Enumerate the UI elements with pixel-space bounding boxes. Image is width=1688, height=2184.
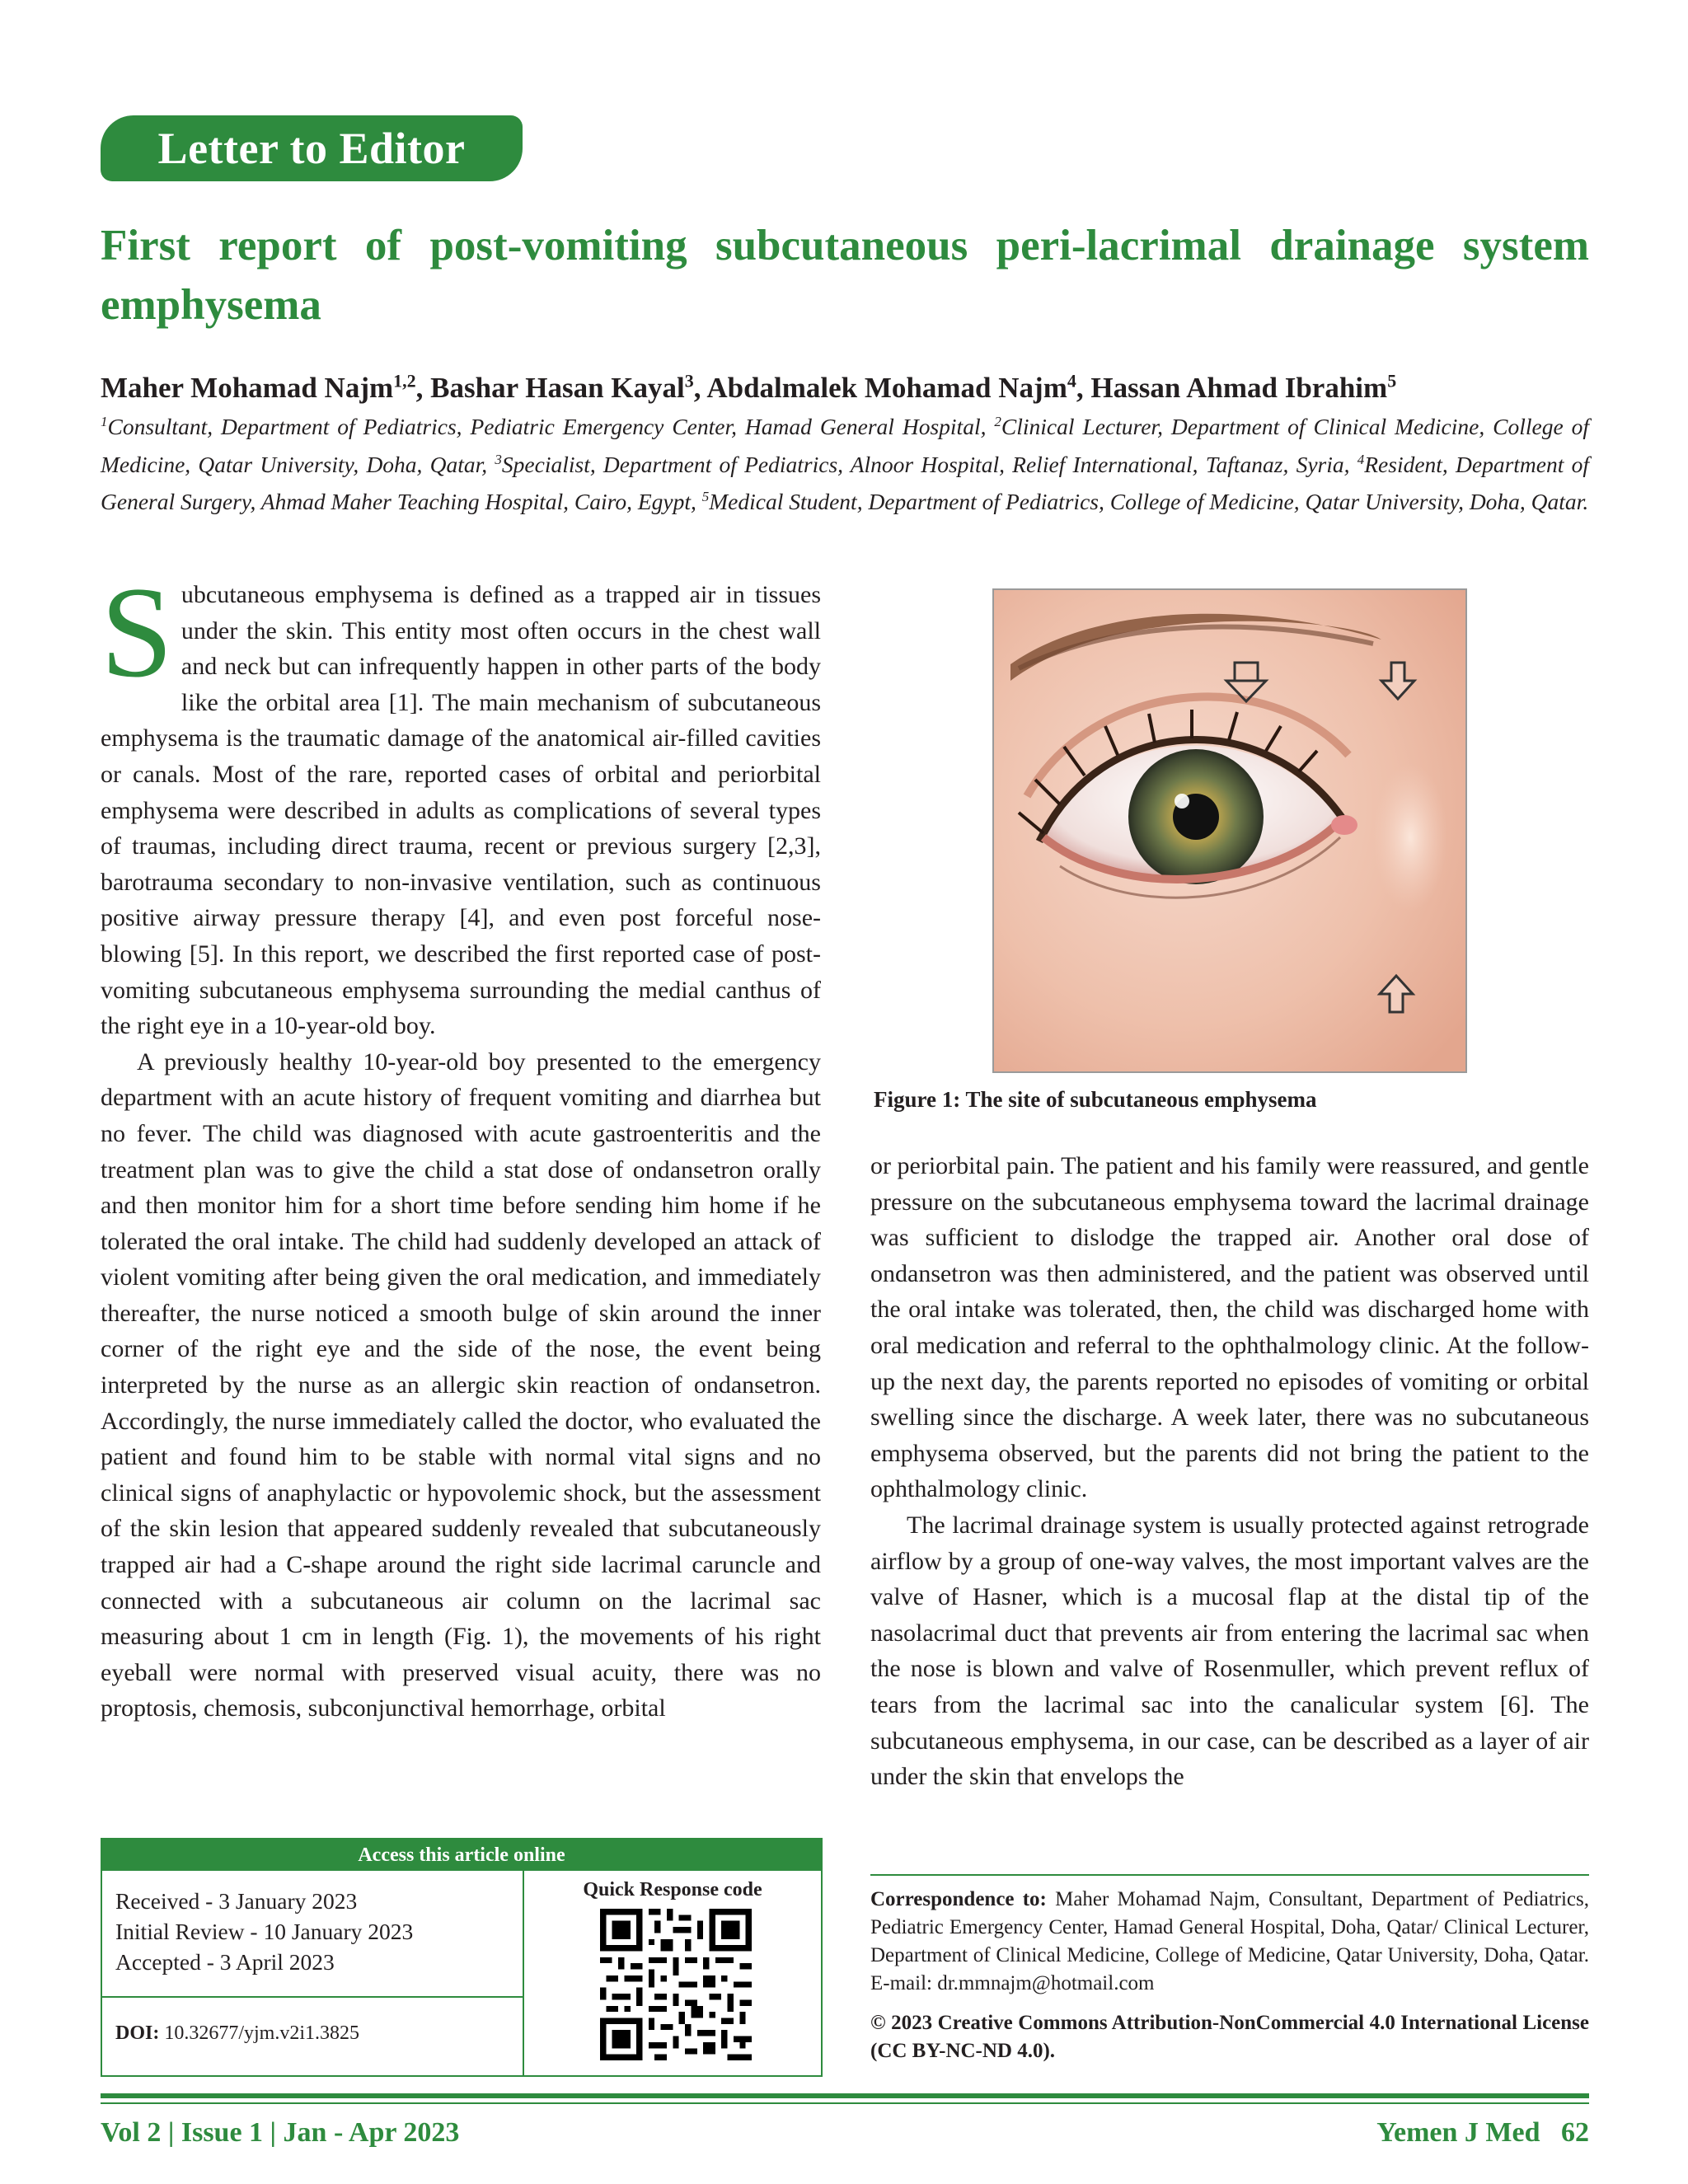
author: Abdalmalek Mohamad Najm$^4$, [706,370,1091,404]
author: Bashar Hasan Kayal$^3$, [430,370,707,404]
footer-rule [101,2093,1589,2098]
article-title: First report of post-vomiting subcutaneous peri-lacrimal drainage system emphysema [101,222,1589,329]
doi-link[interactable]: 10.32677/yjm.v2i1.3825 [164,2022,360,2044]
doi-section [102,1996,523,2075]
arrow-up-outline-icon [1380,976,1413,1012]
qr-code-label: Quick Response code [583,1879,762,1900]
initial-review-date: Initial Review - 10 January 2023 [115,1919,414,1944]
license-statement: © 2023 Creative Commons Attribution-NonCommercial 4.0 International License (CC BY-NC-ND 4.0). [870,2012,1589,2062]
doi-label: DOI: [115,2022,160,2044]
body-paragraph: The lacrimal drainage system is usually protected against retrograde airflow by a group of one-way valves, the most important valves are the valve of Hasner, which is a mucosal flap at the distal tip of the nasolacrimal duct that prevents air from entering the lacrimal sac when the nose is blown and valve of Rosenmuller, which prevent reflux of tears from the lacrimal sac into the canalicular system [6]. The subcutaneous emphysema, in our case, can be described as a layer of air under the skin that envelops the [870,1511,1589,1791]
received-date: Received - 3 January 2023 [115,1888,358,1914]
correspondence-label: Correspondence to: [870,1888,1047,1910]
author-list [101,363,1589,406]
qr-code-image[interactable] [600,1909,752,2060]
body-paragraph: or periorbital pain. The patient and his family were reassured, and gentle pressure on the subcutaneous emphysema toward the lacrimal drainage was sufficient to dislodge the trapped air. Another oral dose of ondansetron was then administered, and the patient was observed until the oral intake was tolerated, then, the child was discharged home with oral medication and referral to the ophthalmology clinic. At the follow-up the next day, the parents reported no episodes of vomiting or orbital swelling since the discharge. A week later, there was no subcutaneous emphysema observed, but the parents did not bring the patient to the ophthalmology clinic. [870,1152,1589,1503]
access-online-box [101,1838,823,2077]
body-paragraph: Subcutaneous emphysema is defined as a trapped air in tissues under the skin. This entity most often occurs in the chest wall and neck but can infrequently happen in other parts of the body like the orbital area [1]. The main mechanism of subcutaneous emphysema is the traumatic damage of the anatomical air-filled cavities or canals. Most of the rare, reported cases of orbital and periorbital emphysema were described in adults as complications of several types of traumas, including direct trauma, recent or previous surgery [2,3], barotrauma secondary to non-invasive ventilation, such as continuous positive airway pressure therapy [4], and even post forceful nose-blowing [5]. In this report, we described the first reported case of post-vomiting subcutaneous emphysema surrounding the medial canthus of the right eye in a 10-year-old boy. [101,560,821,1040]
figure-caption: Figure 1: The site of subcutaneous emphysema [874,1087,1317,1112]
journal-page-number: Yemen J Med 62 [1376,2117,1589,2148]
body-paragraph: A previously healthy 10-year-old boy presented to the emergency department with an acute history of frequent vomiting and diarrhea but no fever. The child was diagnosed with acute gastroenteritis and the treatment plan was to give the child a stat dose of ondansetron orally and then monitor him for a short time before sending him home if he tolerated the oral intake. The child had suddenly developed an attack of violent vomiting after being given the oral medication, and immediately thereafter, the nurse noticed a smooth bulge of skin around the inner corner of the right eye and the side of the nose, the event being interpreted by the nurse as an allergic skin reaction of ondansetron. Accordingly, the nurse immediately called the doctor, who evaluated the patient and found him to be stable with normal vital signs and no clinical signs of anaphylactic or hypovolemic shock, but the assessment of the skin lesion that appeared suddenly revealed that subcutaneously trapped air had a C-shape around the right side lacrimal caruncle and connected with a subcutaneous air column on the lacrimal sac measuring about 1 cm in length (Fig. 1), the movements of his right eyeball were normal with preserved visual acuity, there was no proptosis, chemosis, subconjunctival hemorrhage, orbital [101,1047,821,1722]
arrow-overlay [994,590,1465,1071]
access-box-heading: Access this article online [102,1840,821,1871]
correspondence: Correspondence to: Maher Mohamad Najm, Consultant, Department of Pediatrics, Pediatric Emergency Center, Hamad General Hospital, Doha, Qatar/ Clinical Lecturer, Department of Clinical Medicine, College of Medicine, Qatar University, Doha, Qatar. E-mail: dr.mmnajm@hotmail.com [870,1888,1589,1994]
author: Maher Mohamad Najm$^{1,2}$, [101,370,431,404]
author: Hassan Ahmad Ibrahim$^5$ [1090,370,1397,404]
footer-rule-thin [101,2102,1589,2104]
body-column-right [870,1148,1589,1795]
figure-eye-illustration [992,588,1467,1073]
accepted-date: Accepted - 3 April 2023 [115,1949,335,1975]
article-dates [102,1871,524,2075]
article-type-badge: Letter to Editor [101,115,523,181]
correspondence-divider [870,1874,1589,1876]
body-column-left [101,560,821,1727]
affiliations: $^1$Consultant, Department of Pediatrics, Pediatric Emergency Center, Hamad General Hospital, $^2$Clinical Lecturer, Department of Clinical Medicine, College of Medicine, Qatar University, Doha, Qatar, $^3$Specialist, Department of Pediatrics, Alnoor Hospital, Relief International, Taftanaz, Syria, $^4$Resident, Department of General Surgery, Ahmad Maher Teaching Hospital, Cairo, Egypt, $^5$Medical Student, Department of Pediatrics, College of Medicine, Qatar University, Doha, Qatar. [101,414,1589,515]
issue-info: Vol 2 | Issue 1 | Jan - Apr 2023 [101,2117,460,2148]
drop-cap: S [101,560,173,705]
arrow-down-outline-icon [1381,663,1414,699]
